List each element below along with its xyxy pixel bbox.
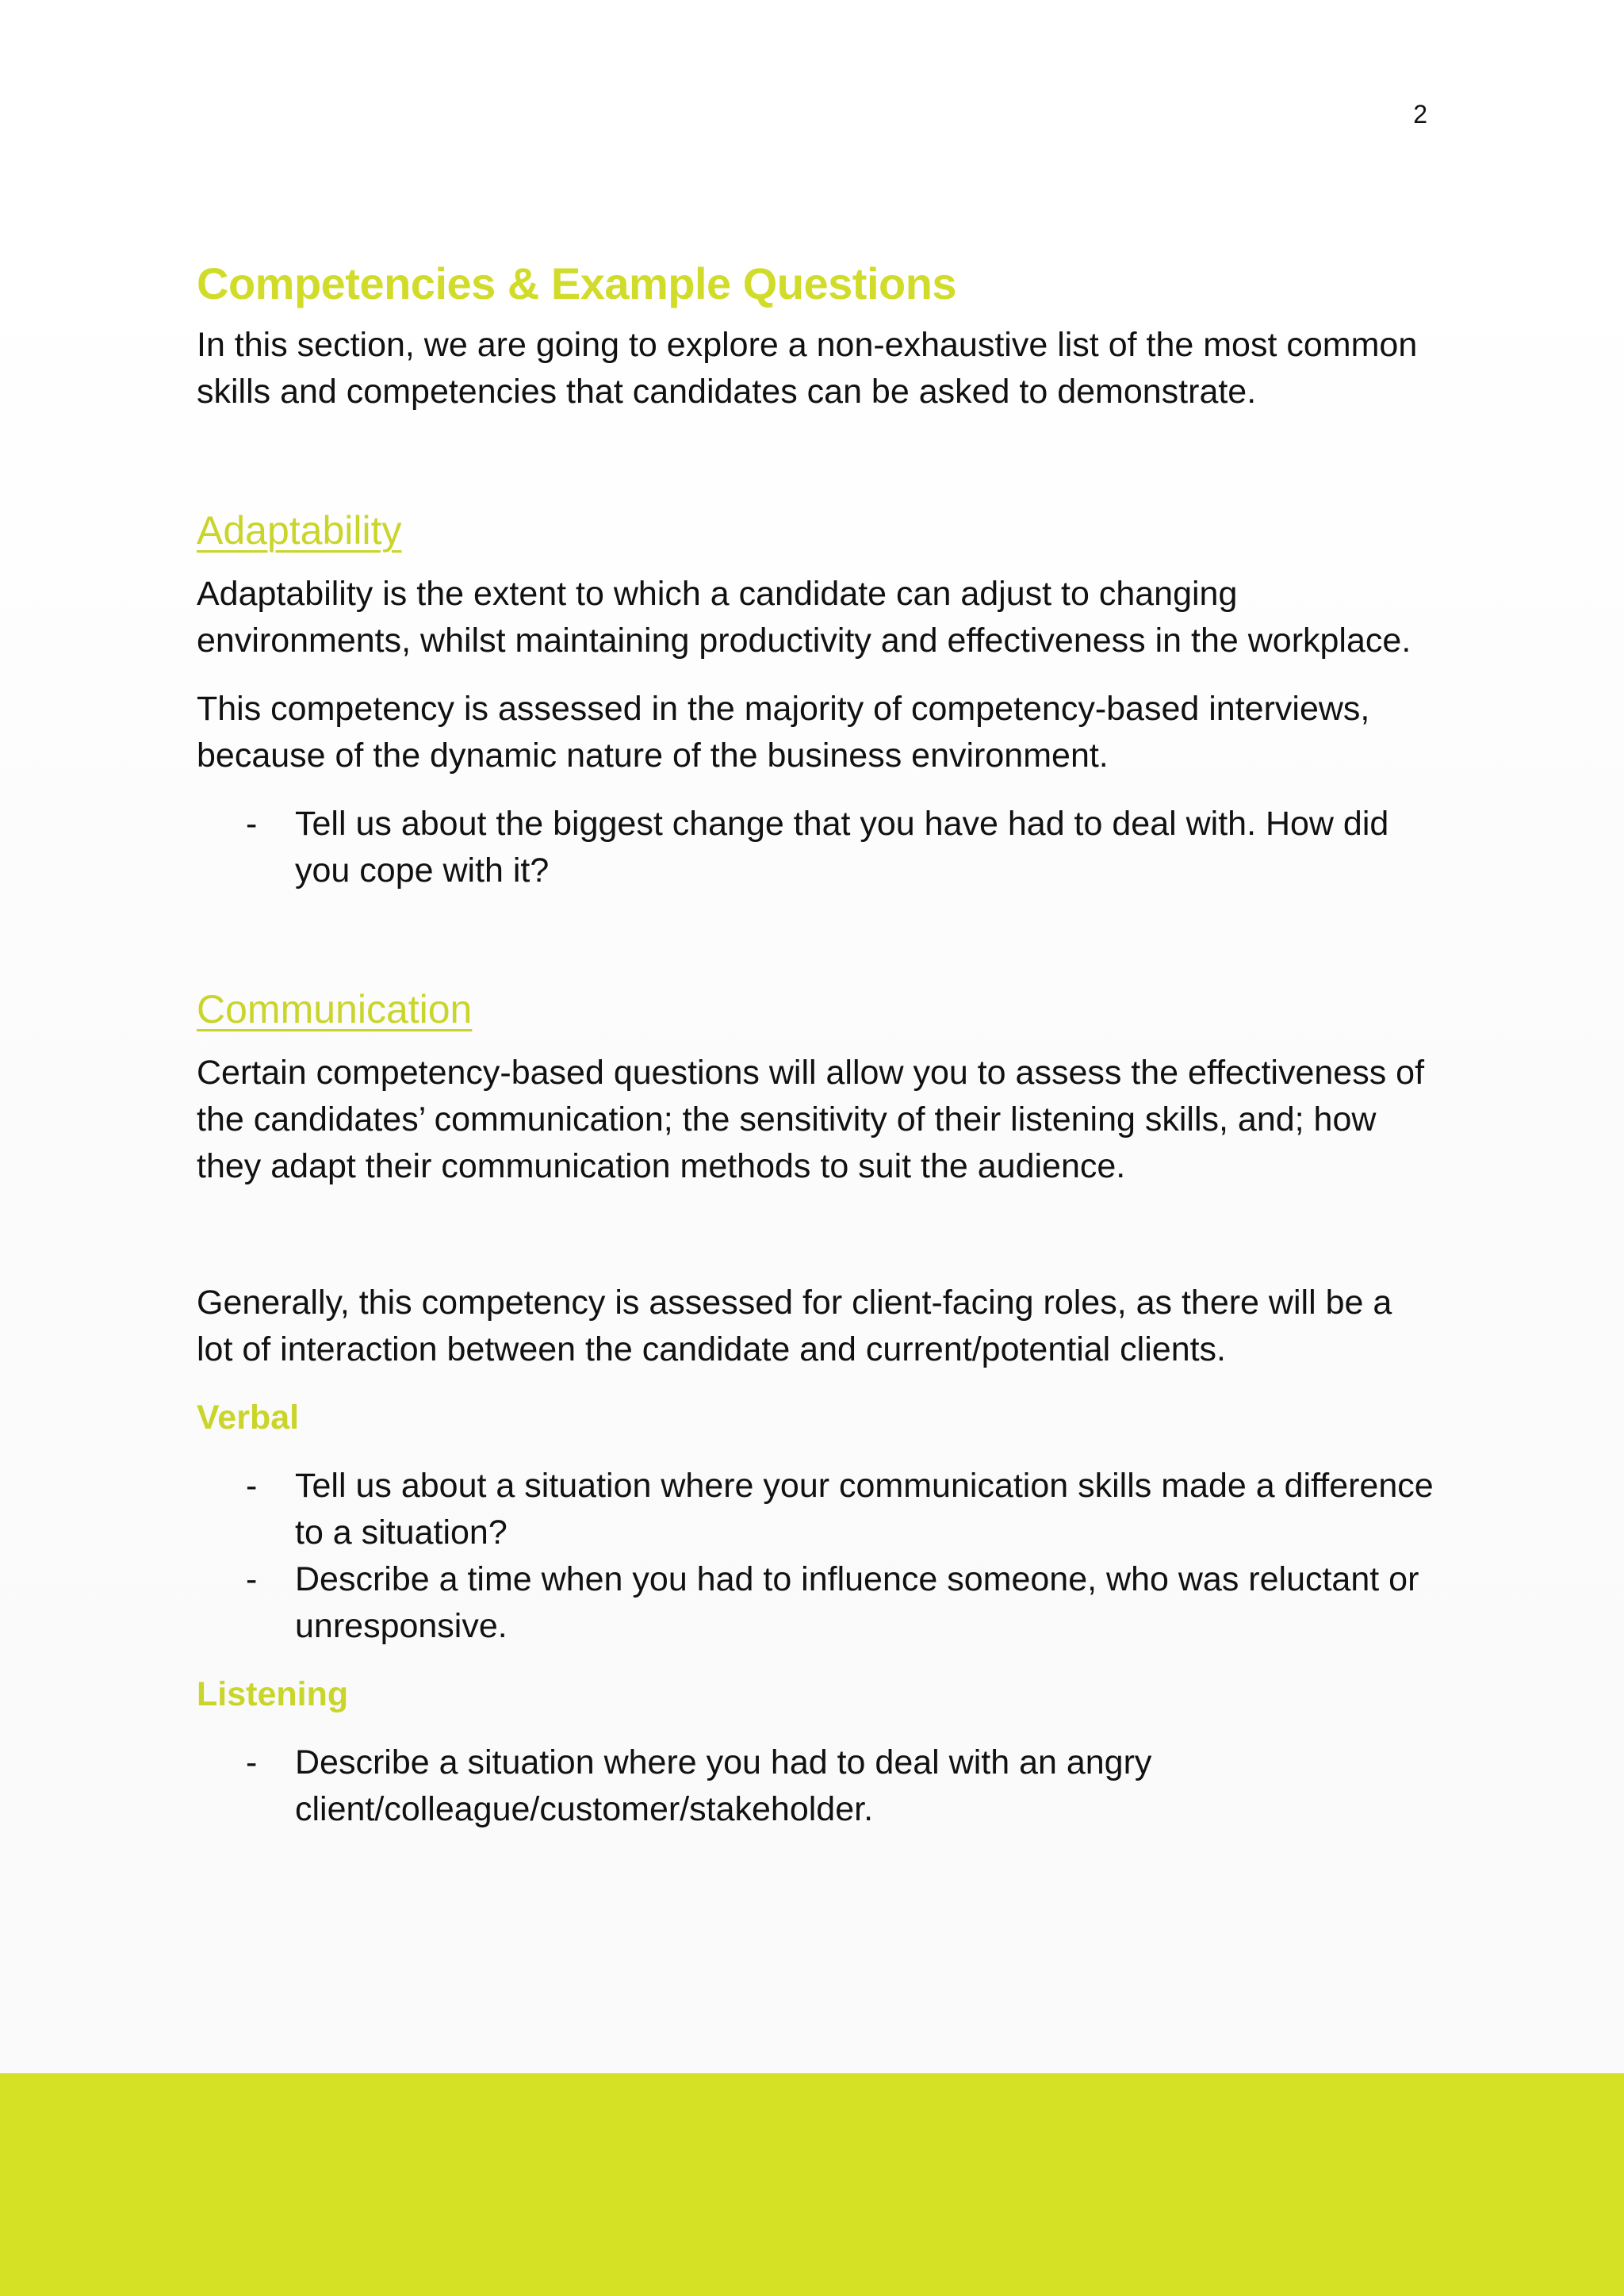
adaptability-paragraph-2: This competency is assessed in the majority of competency-based interviews, because of the dynamic nature of the business environment. (197, 690, 1370, 775)
bullet-dash: - (246, 1560, 258, 1598)
listening-question-list (197, 1739, 1434, 1833)
intro-paragraph: In this section, we are going to explore a non-exhaustive list of the most common skills and competencies that candidates can be asked to demonstrate. (197, 326, 1418, 411)
footer-color-band (0, 2073, 1624, 2296)
page-number: 2 (1413, 100, 1427, 128)
list-item (197, 801, 1434, 894)
communication-paragraph-2: Generally, this competency is assessed for client-facing roles, as there will be a lot of interaction between the candidate and current/potential clients. (197, 1284, 1392, 1368)
question-text: Describe a situation where you had to deal with an angry client/colleague/customer/stakeholder. (295, 1743, 1152, 1828)
document-content (197, 252, 1434, 1833)
subheading-verbal: Verbal (197, 1399, 300, 1437)
list-item (197, 1556, 1434, 1650)
page-title: Competencies & Example Questions (197, 258, 957, 308)
subheading-listening: Listening (197, 1675, 349, 1713)
question-text: Tell us about a situation where your communication skills made a difference to a situation? (295, 1467, 1434, 1552)
list-item (197, 1463, 1434, 1556)
section-heading-adaptability: Adaptability (197, 508, 402, 553)
communication-paragraph-1: Certain competency-based questions will allow you to assess the effectiveness of the candidates’ communication; the sensitivity of their listening skills, and; how they adapt their communication methods to suit the audience. (197, 1054, 1425, 1185)
verbal-question-list (197, 1463, 1434, 1650)
bullet-dash: - (246, 805, 258, 843)
question-text: Tell us about the biggest change that you have had to deal with. How did you cope with it? (295, 805, 1389, 890)
bullet-dash: - (246, 1743, 258, 1781)
list-item (197, 1739, 1434, 1833)
adaptability-question-list (197, 801, 1434, 894)
question-text: Describe a time when you had to influence someone, who was reluctant or unresponsive. (295, 1560, 1419, 1645)
bullet-dash: - (246, 1467, 258, 1505)
adaptability-paragraph-1: Adaptability is the extent to which a candidate can adjust to changing environments, whilst maintaining productivity and effectiveness in the workplace. (197, 575, 1411, 660)
section-heading-communication: Communication (197, 987, 473, 1031)
